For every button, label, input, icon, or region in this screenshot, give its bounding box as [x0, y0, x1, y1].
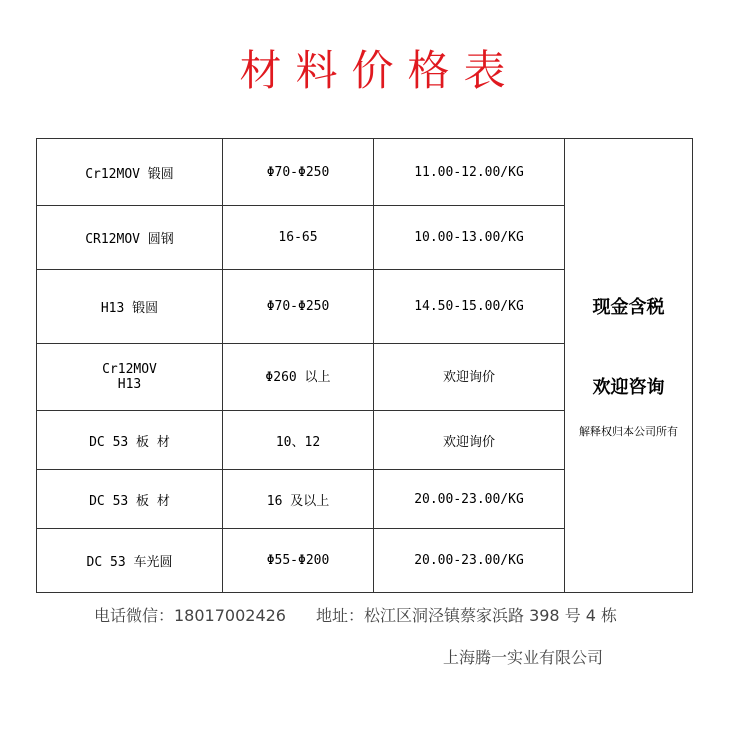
spec-cell: 16-65 — [223, 206, 374, 270]
material-cell: H13 锻圆 — [37, 270, 223, 344]
spec-cell: Φ70-Φ250 — [223, 270, 374, 344]
spec-cell: 16 及以上 — [223, 470, 374, 529]
side-line-cash-tax: 现金含税 — [592, 296, 665, 318]
company-name: 上海腾一实业有限公司 — [443, 648, 604, 667]
price-table — [36, 138, 693, 593]
material-cell: DC 53 板 材 — [37, 470, 223, 529]
page-title: 材料价格表 — [239, 46, 520, 95]
side-line-welcome: 欢迎咨询 — [592, 376, 665, 398]
side-note-cell — [565, 139, 693, 593]
phone-text: 电话微信：18017002426 — [94, 606, 286, 625]
price-cell: 欢迎询价 — [374, 411, 565, 470]
side-note-rights: 解释权归本公司所有 — [579, 424, 678, 438]
price-cell: 10.00-13.00/KG — [374, 206, 565, 270]
table-row — [37, 139, 693, 206]
price-cell: 20.00-23.00/KG — [374, 470, 565, 529]
material-cell: DC 53 车光圆 — [37, 529, 223, 593]
material-cell: CR12MOV 圆钢 — [37, 206, 223, 270]
price-cell: 14.50-15.00/KG — [374, 270, 565, 344]
price-cell: 欢迎询价 — [374, 344, 565, 411]
material-cell: Cr12MOV 锻圆 — [37, 139, 223, 206]
material-cell: DC 53 板 材 — [37, 411, 223, 470]
spec-cell: Φ70-Φ250 — [223, 139, 374, 206]
spec-cell: Φ55-Φ200 — [223, 529, 374, 593]
price-cell: 11.00-12.00/KG — [374, 139, 565, 206]
address-text: 地址：松江区洞泾镇蔡家浜路 398 号 4 栋 — [315, 606, 618, 625]
price-cell: 20.00-23.00/KG — [374, 529, 565, 593]
material-cell — [37, 344, 223, 411]
spec-cell: Φ260 以上 — [223, 344, 374, 411]
contact-line — [94, 603, 617, 626]
spec-cell: 10、12 — [223, 411, 374, 470]
material-line: Cr12MOV — [102, 362, 157, 377]
material-line: H13 — [117, 377, 142, 392]
